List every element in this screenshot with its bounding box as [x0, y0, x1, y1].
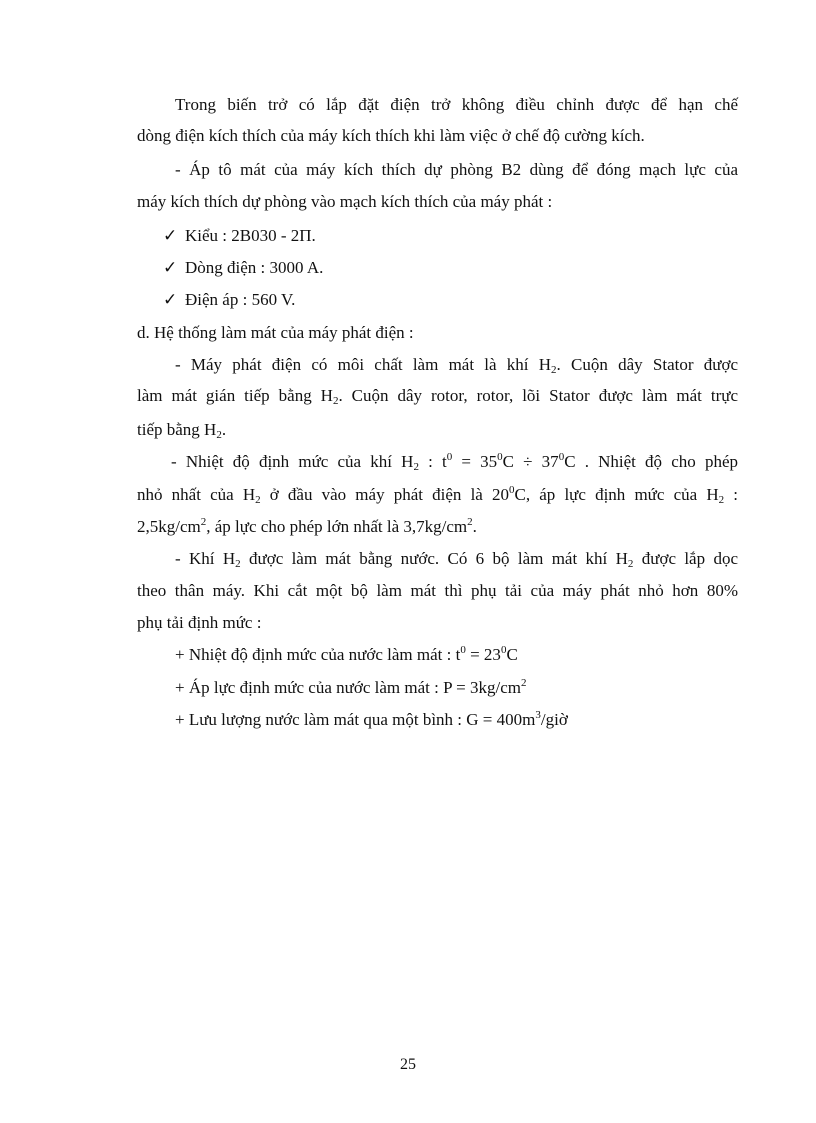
temperature-line-2: nhỏ nhất của $H_2$ ở đầu vào máy phát điện là $20^0C$, áp lực định mức của $H_2$ : — [137, 484, 739, 506]
checklist-item-voltage — [163, 290, 295, 310]
checkmark-icon: ✓ — [163, 226, 178, 245]
section-d-heading: d. Hệ thống làm mát của máy phát điện : — [137, 323, 414, 342]
checklist-text: Dòng điện : 3000 A. — [185, 258, 324, 277]
checkmark-icon: ✓ — [163, 258, 178, 277]
water-line-3: phụ tải định mức : — [137, 613, 262, 632]
spec-water-pressure: + Áp lực định mức của nước làm mát : $P = 3kg/cm^2$ — [175, 677, 527, 697]
temperature-line-3: $2,5kg/cm^2$, áp lực cho phép lớn nhất là $3,7kg/cm^2$. — [137, 516, 477, 536]
page-number: 25 — [400, 1056, 416, 1073]
temperature-line-1: - Nhiệt độ định mức của khí $H_2$ : $t^0 = 35^0C \div 37^0C$ . Nhiệt độ cho phép — [171, 451, 738, 473]
water-line-1: - Khí $H_2$ được làm mát bằng nước. Có 6 bộ làm mát khí $H_2$ được lắp dọc — [175, 549, 738, 570]
paragraph-1-line-2: dòng điện kích thích của máy kích thích khi làm việc ở chế độ cường kích. — [137, 126, 645, 145]
cooling-line-1: - Máy phát điện có môi chất làm mát là khí $H_2$. Cuộn dây Stator được — [175, 355, 738, 376]
checklist-text: Điện áp : 560 V. — [185, 290, 296, 309]
spec-water-flow: + Lưu lượng nước làm mát qua một bình : $G = 400m^3$/giờ — [175, 709, 568, 729]
paragraph-1-line-1: Trong biến trở có lắp đặt điện trở không điều chỉnh được để hạn chế — [175, 95, 738, 114]
cooling-line-3: tiếp bằng $H_2$. — [137, 420, 227, 441]
paragraph-2-line-2: máy kích thích dự phòng vào mạch kích thích của máy phát : — [137, 192, 553, 211]
paragraph-2-line-1: - Áp tô mát của máy kích thích dự phòng B2 dùng để đóng mạch lực của — [175, 160, 738, 179]
checklist-item-type — [163, 226, 316, 246]
spec-water-temperature: + Nhiệt độ định mức của nước làm mát : $t^0 = 23^0C$ — [175, 644, 518, 664]
checkmark-icon: ✓ — [163, 290, 178, 309]
checklist-item-current — [163, 258, 323, 278]
water-line-2: theo thân máy. Khi cắt một bộ làm mát thì phụ tải của máy phát nhỏ hơn 80% — [137, 581, 738, 600]
cooling-line-2: làm mát gián tiếp bằng $H_2$. Cuộn dây rotor, rotor, lõi Stator được làm mát trực — [137, 386, 738, 407]
checklist-text: Kiểu : 2B030 - 2П. — [185, 226, 316, 245]
